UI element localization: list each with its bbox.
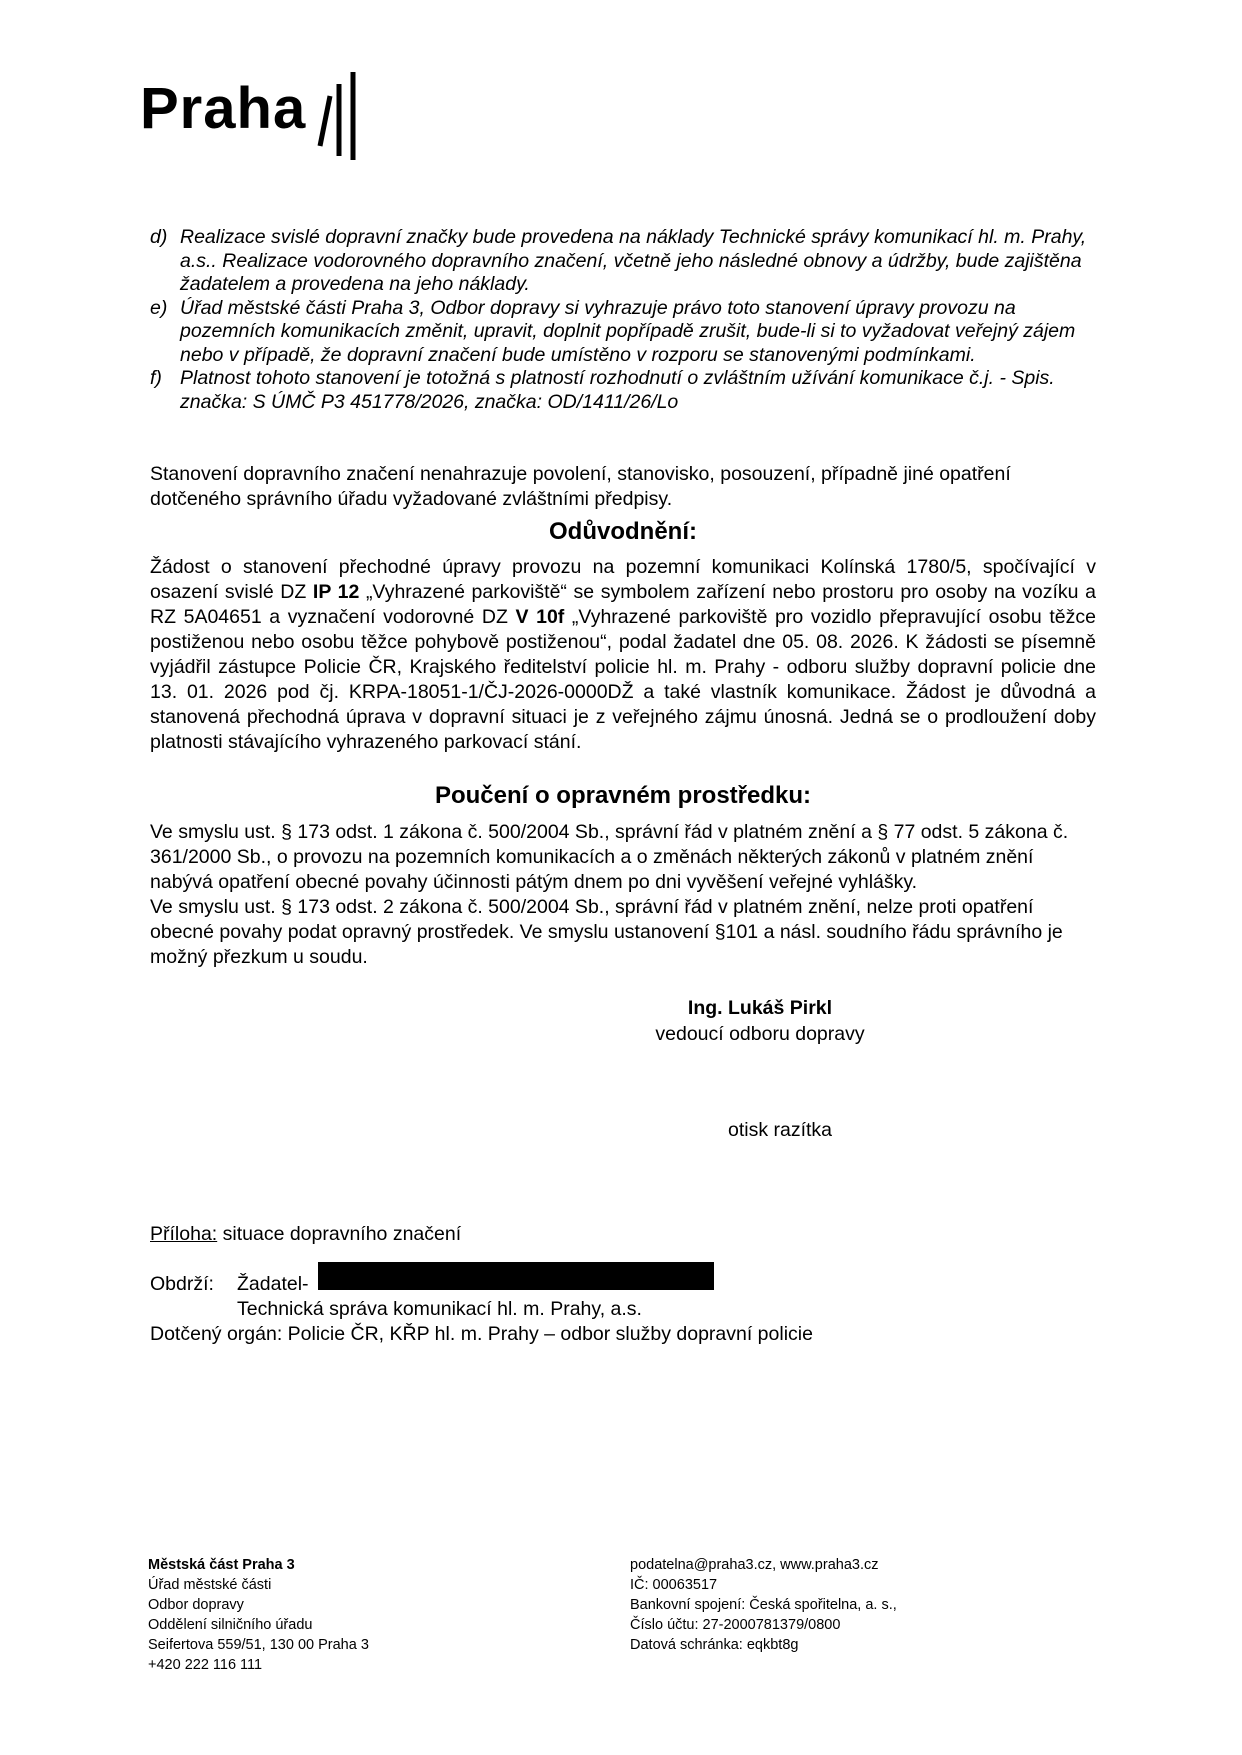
signature-block <box>560 995 960 1047</box>
footer-left <box>148 1555 488 1675</box>
obdrzi-label: Obdrží: <box>150 1273 214 1295</box>
footer-right <box>630 1555 1010 1655</box>
list-marker: f) <box>150 367 162 389</box>
footer-line: Číslo účtu: 27-2000781379/0800 <box>630 1617 841 1633</box>
sign-code-v10f: V 10f <box>515 606 565 628</box>
stanoveni-paragraph: Stanovení dopravního značení nenahrazuje povolení, stanovisko, posouzení, případně jiné opatření dotčeného správního úřadu vyžadované zvláštními předpisy. <box>150 463 1011 510</box>
list-item <box>150 367 1100 414</box>
footer-contact: podatelna@praha3.cz, www.praha3.cz <box>630 1557 879 1573</box>
oduvodneni-text-3: „Vyhrazené parkoviště pro vozidlo přepravující osobu těžce postiženou nebo osobu těžce pohybově postiženou“, podal žadatel dne 05. 08. 2026. K žádosti se písemně vyjádřil zástupce Policie ČR, Krajského ředitelství policie hl. m. Prahy - odboru služby dopravní policie dne 13. 01. 2026 pod čj. KRPA-18051-1/ČJ-2026-0000DŽ a také vlastník komunikace. Žádost je důvodná a stanovená přechodná úprava v dopravní situaci je z veřejného zájmu únosná. Jedná se o prodloužení doby platnosti stávajícího vyhrazeného parkovací stání. <box>150 606 1096 753</box>
list-marker: d) <box>150 226 168 248</box>
obdrzi-second: Technická správa komunikací hl. m. Prahy, a.s. <box>237 1298 642 1320</box>
footer-line: Seifertova 559/51, 130 00 Praha 3 <box>148 1637 369 1653</box>
pouceni-paragraph-2: Ve smyslu ust. § 173 odst. 2 zákona č. 500/2004 Sb., správní řád v platném znění, nelze proti opatření obecné povahy podat opravný prostředek. Ve smyslu ustanovení §101 a násl. soudního řádu správního je možný přezkum u soudu. <box>150 896 1063 968</box>
footer-line: Úřad městské části <box>148 1577 272 1593</box>
oduvodneni-text-1: Žádost o stanovení přechodné úpravy provozu na pozemní komunikaci Kolínská 1780/5, spočívající v osazení svislé DZ <box>150 556 1096 603</box>
footer-line: +420 222 116 111 <box>148 1657 263 1673</box>
list-item-text: Platnost tohoto stanovení je totožná s platností rozhodnutí o zvláštním užívání komunikace č.j. - Spis. značka: S ÚMČ P3 451778/2026, značka: OD/1411/26/Lo <box>180 367 1055 413</box>
footer-line: IČ: 00063517 <box>630 1577 718 1593</box>
oduvodneni-paragraph <box>150 555 1096 755</box>
list-item-text: Realizace svislé dopravní značky bude provedena na náklady Technické správy komunikací hl. m. Prahy, a.s.. Realizace vodorovného dopravního značení, včetně jeho následné obnovy a údržby, bude zajištěna žadatelem a provedena na jeho náklady. <box>180 226 1087 295</box>
oduvodneni-heading: Odůvodnění: <box>549 518 697 545</box>
stamp-placeholder: otisk razítka <box>727 1119 833 1141</box>
footer-line: Datová schránka: eqkbt8g <box>630 1637 799 1653</box>
footer-line: Bankovní spojení: Česká spořitelna, a. s., <box>630 1597 897 1613</box>
footer-line: Oddělení silničního úřadu <box>148 1617 313 1633</box>
pouceni-paragraphs <box>150 820 1096 970</box>
conditions-list <box>150 226 1100 414</box>
obdrzi-first: Žadatel- <box>237 1273 309 1295</box>
priloha-label: Příloha: <box>150 1223 218 1245</box>
pouceni-heading: Poučení o opravném prostředku: <box>434 782 812 809</box>
sign-code-ip12: IP 12 <box>312 581 360 603</box>
praha-logo-text: Praha <box>140 76 307 141</box>
footer-line: Odbor dopravy <box>148 1597 244 1613</box>
redaction-bar <box>318 1262 714 1290</box>
list-item-text: Úřad městské části Praha 3, Odbor dopravy si vyhrazuje právo toto stanovení úpravy provozu na pozemních komunikacích změnit, upravit, doplnit popřípadě zrušit, bude-li si to vyžadovat veřejný zájem nebo v případě, že dopravní značení bude umístěno v rozporu se stanovenými podmínkami. <box>180 296 1076 366</box>
signatory-name: Ing. Lukáš Pirkl <box>687 997 833 1019</box>
list-item <box>150 297 1100 368</box>
priloha-text: situace dopravního značení <box>222 1223 462 1245</box>
priloha-line <box>150 1222 1096 1247</box>
signatory-title: vedoucí odboru dopravy <box>655 1023 865 1045</box>
pouceni-paragraph-1: Ve smyslu ust. § 173 odst. 1 zákona č. 500/2004 Sb., správní řád v platném znění a § 77 odst. 5 zákona č. 361/2000 Sb., o provozu na pozemních komunikacích a o změnách některých zákonů v platném znění nabývá opatření obecné povahy účinnosti pátým dnem po dni vyvěšení veřejné vyhlášky. <box>150 821 1069 893</box>
dotceny-organ: Dotčený orgán: Policie ČR, KŘP hl. m. Prahy – odbor služby dopravní policie <box>150 1323 813 1345</box>
list-marker: e) <box>150 296 168 319</box>
praha-logo-marks <box>312 56 372 166</box>
footer-org-name: Městská část Praha 3 <box>148 1557 295 1573</box>
list-item <box>150 226 1100 297</box>
oduvodneni-text-2: „Vyhrazené parkoviště“ se symbolem zařízení nebo prostoru pro osoby na vozíku a RZ 5A04651 a vyznačení vodorovné DZ <box>150 581 1096 628</box>
